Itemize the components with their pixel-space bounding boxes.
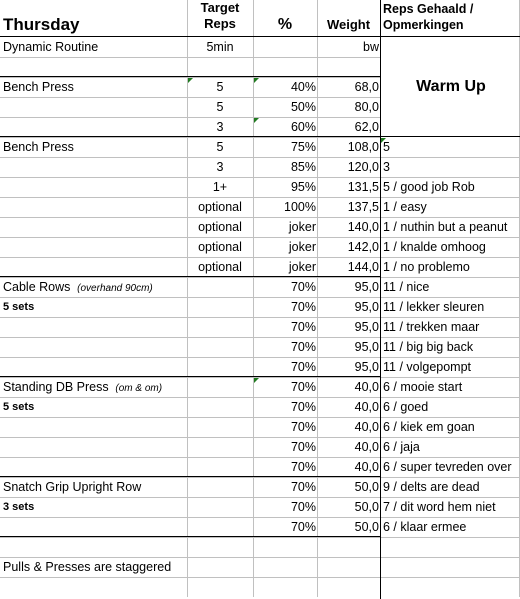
percent-cell [253, 557, 317, 577]
percent-cell: 40% [290, 80, 316, 94]
target-reps-cell [187, 337, 253, 357]
weight-header: Weight [326, 17, 371, 32]
horizontal-gridline [0, 317, 380, 318]
horizontal-gridline [380, 217, 520, 218]
notes-cell [383, 77, 519, 97]
percent-cell [253, 537, 317, 557]
horizontal-gridline [0, 276, 380, 277]
weight-cell: 108,0 [347, 140, 379, 154]
exercise-cell [3, 197, 187, 217]
horizontal-gridline [0, 497, 380, 498]
exercise-cell [3, 97, 187, 117]
target-reps-cell [187, 397, 253, 417]
weight-cell: 40,0 [354, 420, 379, 434]
exercise-cell [3, 217, 187, 237]
horizontal-gridline [0, 376, 380, 377]
horizontal-gridline [0, 517, 380, 518]
notes-cell: 1 / nuthin but a peanut [383, 220, 508, 234]
target-reps-cell [187, 357, 253, 377]
horizontal-gridline [0, 237, 380, 238]
horizontal-gridline [0, 257, 380, 258]
percent-cell: 60% [290, 120, 316, 134]
percent-cell: 85% [290, 160, 316, 174]
weight-cell: 137,5 [347, 200, 379, 214]
weight-cell: 95,0 [354, 320, 379, 334]
percent-cell: 75% [290, 140, 316, 154]
weight-cell [317, 57, 380, 77]
horizontal-gridline [380, 197, 520, 198]
notes-cell: 6 / super tevreden over [383, 460, 512, 474]
weight-cell: 62,0 [354, 120, 379, 134]
horizontal-gridline [380, 177, 520, 178]
percent-cell: 70% [290, 380, 316, 394]
percent-cell: 70% [290, 520, 316, 534]
target-reps-cell: 5 [216, 140, 224, 154]
percent-cell: joker [288, 220, 316, 234]
horizontal-gridline [0, 557, 380, 558]
horizontal-gridline [380, 557, 520, 558]
weight-cell: 142,0 [347, 240, 379, 254]
weight-cell: 95,0 [354, 280, 379, 294]
percent-cell: 100% [284, 200, 316, 214]
notes-cell: 7 / dit word hem niet [383, 500, 496, 514]
horizontal-gridline [0, 197, 380, 198]
target-reps-cell: 5 [216, 80, 224, 94]
weight-cell: 80,0 [354, 100, 379, 114]
horizontal-gridline [0, 377, 380, 378]
horizontal-gridline [380, 537, 520, 538]
horizontal-gridline [0, 537, 380, 538]
exercise-cell: 5 sets [3, 401, 35, 413]
horizontal-gridline [380, 257, 520, 258]
exercise-cell [3, 237, 187, 257]
notes-cell [383, 557, 519, 577]
target-reps-cell: 3 [216, 160, 224, 174]
exercise-note: (om & om) [112, 383, 163, 394]
horizontal-gridline [0, 76, 380, 77]
horizontal-gridline [380, 457, 520, 458]
notes-cell: 5 / good job Rob [383, 180, 475, 194]
exercise-cell [3, 117, 187, 137]
horizontal-gridline [380, 237, 520, 238]
target-reps-cell: optional [198, 260, 242, 274]
target-reps-cell [187, 497, 253, 517]
percent-cell: 50% [290, 100, 316, 114]
weight-cell: 144,0 [347, 260, 379, 274]
notes-cell [383, 577, 519, 597]
horizontal-gridline [0, 337, 380, 338]
target-reps-cell [187, 517, 253, 537]
horizontal-gridline [380, 297, 520, 298]
horizontal-gridline [380, 136, 520, 137]
notes-cell: 11 / volgepompt [383, 360, 472, 374]
target-reps-cell [187, 277, 253, 297]
notes-cell: 1 / easy [383, 200, 427, 214]
notes-cell: 11 / trekken maar [383, 320, 480, 334]
target-reps-cell [187, 317, 253, 337]
horizontal-gridline [0, 297, 380, 298]
percent-cell: 70% [290, 320, 316, 334]
percent-cell [253, 37, 317, 57]
percent-cell: 70% [290, 400, 316, 414]
notes-cell: 5 [383, 140, 390, 154]
percent-cell: 70% [290, 300, 316, 314]
notes-cell: 11 / lekker sleuren [383, 300, 485, 314]
weight-cell: 50,0 [354, 480, 379, 494]
notes-cell [383, 57, 519, 77]
horizontal-gridline [0, 277, 380, 278]
target-reps-cell: 5min [206, 40, 234, 54]
notes-cell [383, 37, 519, 57]
notes-cell: 9 / delts are dead [383, 480, 480, 494]
horizontal-gridline [0, 137, 380, 138]
horizontal-gridline [380, 497, 520, 498]
horizontal-gridline [380, 277, 520, 278]
target-reps-cell [187, 577, 253, 597]
target-reps-cell [187, 457, 253, 477]
percent-cell: 70% [290, 420, 316, 434]
exercise-name: Cable Rows [3, 280, 71, 294]
vertical-gridline [253, 0, 254, 597]
horizontal-gridline [0, 117, 380, 118]
target-reps-cell: 1+ [212, 180, 228, 194]
weight-cell: 50,0 [354, 500, 379, 514]
exercise-cell: 5 sets [3, 301, 35, 313]
notes-cell [383, 537, 519, 557]
exercise-cell [3, 457, 187, 477]
horizontal-gridline [0, 217, 380, 218]
weight-cell: 120,0 [347, 160, 379, 174]
target-reps-cell: 3 [216, 120, 224, 134]
percent-header: % [277, 16, 293, 33]
exercise-cell [3, 357, 187, 377]
exercise-cell: Pulls & Presses are staggered [3, 560, 172, 574]
horizontal-gridline [380, 157, 520, 158]
exercise-note: (overhand 90cm) [74, 283, 153, 294]
exercise-name: Standing DB Press [3, 380, 109, 394]
exercise-cell: Dynamic Routine [3, 40, 99, 54]
exercise-cell: Bench Press [3, 80, 74, 94]
exercise-cell [3, 257, 187, 277]
target-reps-cell: optional [198, 200, 242, 214]
notes-cell: 6 / mooie start [383, 380, 463, 394]
percent-cell: 70% [290, 340, 316, 354]
horizontal-gridline [380, 377, 520, 378]
horizontal-gridline [0, 476, 380, 477]
weight-cell: 40,0 [354, 460, 379, 474]
target-reps-cell [187, 557, 253, 577]
horizontal-gridline [0, 97, 380, 98]
percent-cell [253, 57, 317, 77]
horizontal-gridline [0, 57, 380, 58]
percent-cell: 70% [290, 280, 316, 294]
horizontal-gridline [380, 397, 520, 398]
weight-cell: bw [363, 40, 379, 54]
weight-cell: 68,0 [354, 80, 379, 94]
weight-cell: 95,0 [354, 360, 379, 374]
horizontal-gridline [380, 317, 520, 318]
exercise-cell [3, 377, 187, 397]
exercise-cell [3, 337, 187, 357]
target-reps-header-line2: Reps [204, 16, 236, 31]
exercise-cell [3, 517, 187, 537]
horizontal-gridline [0, 177, 380, 178]
weight-cell: 95,0 [354, 340, 379, 354]
horizontal-gridline [0, 397, 380, 398]
weight-cell: 40,0 [354, 400, 379, 414]
horizontal-gridline [380, 477, 520, 478]
percent-cell: 70% [290, 500, 316, 514]
weight-cell [317, 537, 380, 557]
percent-cell: joker [288, 260, 316, 274]
target-reps-cell [187, 537, 253, 557]
exercise-cell [3, 417, 187, 437]
exercise-cell [3, 177, 187, 197]
notes-cell: 3 [383, 160, 390, 174]
horizontal-gridline [0, 457, 380, 458]
horizontal-gridline [0, 437, 380, 438]
notes-cell: 11 / nice [383, 280, 430, 294]
vertical-gridline [187, 0, 188, 597]
weight-cell: 95,0 [354, 300, 379, 314]
notes-cell [383, 117, 519, 137]
horizontal-gridline [380, 337, 520, 338]
exercise-cell [3, 437, 187, 457]
exercise-cell [3, 157, 187, 177]
horizontal-gridline [380, 577, 520, 578]
notes-header-line2: Opmerkingen [383, 18, 464, 32]
weight-cell: 131,5 [347, 180, 379, 194]
target-reps-cell [187, 57, 253, 77]
exercise-cell [3, 577, 187, 597]
exercise-cell: Snatch Grip Upright Row [3, 480, 142, 494]
percent-cell: 70% [290, 480, 316, 494]
weight-cell: 40,0 [354, 380, 379, 394]
notes-cell: 1 / no problemo [383, 260, 470, 274]
horizontal-gridline [0, 417, 380, 418]
notes-cell: 11 / big big back [383, 340, 474, 354]
weight-cell: 40,0 [354, 440, 379, 454]
percent-cell [253, 577, 317, 597]
day-title: Thursday [3, 15, 80, 34]
exercise-cell: Bench Press [3, 140, 74, 154]
comment-marker-icon [188, 78, 193, 83]
exercise-cell [3, 277, 187, 297]
target-reps-cell [187, 377, 253, 397]
horizontal-gridline [0, 357, 380, 358]
horizontal-gridline [0, 577, 380, 578]
comment-marker-icon [381, 138, 386, 143]
horizontal-gridline [380, 517, 520, 518]
exercise-cell: 3 sets [3, 501, 35, 513]
target-reps-cell: optional [198, 220, 242, 234]
warm-up-label: Warm Up [416, 78, 486, 95]
exercise-cell [3, 317, 187, 337]
vertical-gridline [317, 0, 318, 597]
percent-cell: 70% [290, 440, 316, 454]
target-reps-cell [187, 417, 253, 437]
percent-cell: 70% [290, 460, 316, 474]
horizontal-gridline [380, 357, 520, 358]
horizontal-gridline [380, 437, 520, 438]
notes-cell: 6 / goed [383, 400, 429, 414]
notes-cell: 6 / klaar ermee [383, 520, 467, 534]
notes-cell: 6 / jaja [383, 440, 420, 454]
exercise-cell [3, 537, 187, 557]
exercise-cell [3, 57, 187, 77]
target-reps-cell [187, 477, 253, 497]
horizontal-gridline [0, 36, 520, 37]
notes-cell [383, 97, 519, 117]
target-reps-cell [187, 297, 253, 317]
target-reps-cell: optional [198, 240, 242, 254]
comment-marker-icon [254, 118, 259, 123]
percent-cell: 95% [290, 180, 316, 194]
notes-cell: 6 / kiek em goan [383, 420, 475, 434]
comment-marker-icon [254, 78, 259, 83]
target-reps-header-line1: Target [200, 0, 240, 15]
horizontal-gridline [380, 417, 520, 418]
notes-header-line1: Reps Gehaald / [383, 2, 474, 16]
comment-marker-icon [254, 378, 259, 383]
horizontal-gridline [0, 477, 380, 478]
weight-cell: 140,0 [347, 220, 379, 234]
notes-cell: 1 / knalde omhoog [383, 240, 486, 254]
target-reps-cell: 5 [216, 100, 224, 114]
horizontal-gridline [0, 536, 380, 537]
percent-cell: 70% [290, 360, 316, 374]
weight-cell: 50,0 [354, 520, 379, 534]
horizontal-gridline [0, 136, 380, 137]
target-reps-cell [187, 437, 253, 457]
percent-cell: joker [288, 240, 316, 254]
weight-cell [317, 577, 380, 597]
vertical-gridline [380, 0, 381, 599]
horizontal-gridline [0, 157, 380, 158]
weight-cell [317, 557, 380, 577]
